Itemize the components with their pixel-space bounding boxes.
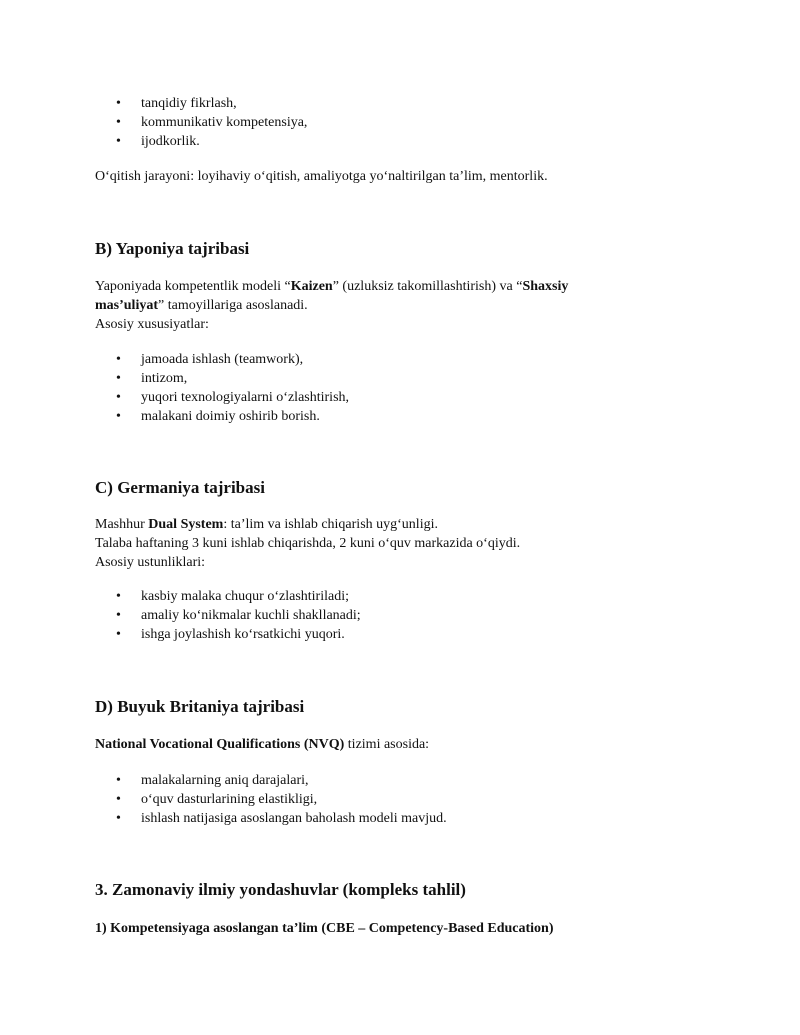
list-item: • o‘quv dasturlarining elastikligi, [116, 792, 318, 807]
intro-bullet-list [116, 94, 307, 151]
section-heading-uk: D) Buyuk Britaniya tajribasi [95, 697, 305, 716]
bullet-icon: • [116, 773, 121, 788]
list-item: • tanqidiy fikrlash, [116, 96, 237, 111]
list-item: • kommunikativ kompetensiya, [116, 115, 308, 130]
bullet-icon: • [116, 371, 121, 386]
subsection-heading-cbe: 1) Kompetensiyaga asoslangan ta’lim (CBE – Competency-Based Education) [95, 921, 554, 936]
list-item: • ishlash natijasiga asoslangan baholash modeli mavjud. [116, 811, 447, 826]
list-item: • intizom, [116, 371, 188, 386]
japan-paragraph: Yaponiyada kompetentlik modeli “Kaizen” (uzluksiz takomillashtirish) va “Shaxsiy mas’uliyat” tamoyillariga asoslanadi. Asosiy xususiyatlar: [95, 279, 569, 332]
list-item: • malakani doimiy oshirib borish. [116, 409, 320, 424]
uk-bullet-list [116, 771, 447, 828]
bullet-icon: • [116, 608, 121, 623]
bullet-icon: • [116, 390, 121, 405]
bullet-icon: • [116, 134, 121, 149]
list-item: • malakalarning aniq darajalari, [116, 773, 309, 788]
germany-paragraph: Mashhur Dual System: ta’lim va ishlab chiqarish uyg‘unligi. Talaba haftaning 3 kuni ishlab chiqarishda, 2 kuni o‘quv markazida o‘qiydi. Asosiy ustunliklari: [95, 517, 521, 570]
germany-bullet-list [116, 587, 361, 644]
list-item: • amaliy ko‘nikmalar kuchli shakllanadi; [116, 608, 361, 623]
bullet-icon: • [116, 409, 121, 424]
japan-bullet-list [116, 350, 349, 426]
section-heading-modern-approaches: 3. Zamonaviy ilmiy yondashuvlar (kompleks tahlil) [95, 880, 466, 899]
bullet-icon: • [116, 589, 121, 604]
bullet-icon: • [116, 115, 121, 130]
list-item: • yuqori texnologiyalarni o‘zlashtirish, [116, 390, 350, 405]
list-item: • kasbiy malaka chuqur o‘zlashtiriladi; [116, 589, 349, 604]
intro-paragraph: O‘qitish jarayoni: loyihaviy o‘qitish, amaliyotga yo‘naltirilgan ta’lim, mentorlik. [95, 169, 548, 184]
bullet-icon: • [116, 96, 121, 111]
bullet-icon: • [116, 792, 121, 807]
section-heading-japan: B) Yaponiya tajribasi [95, 239, 250, 258]
bullet-icon: • [116, 352, 121, 367]
bullet-icon: • [116, 811, 121, 826]
uk-paragraph: National Vocational Qualifications (NVQ) tizimi asosida: [95, 737, 430, 752]
list-item: • ijodkorlik. [116, 134, 200, 149]
list-item: • jamoada ishlash (teamwork), [116, 352, 304, 367]
bullet-icon: • [116, 627, 121, 642]
list-item: • ishga joylashish ko‘rsatkichi yuqori. [116, 627, 345, 642]
section-heading-germany: C) Germaniya tajribasi [95, 478, 265, 497]
